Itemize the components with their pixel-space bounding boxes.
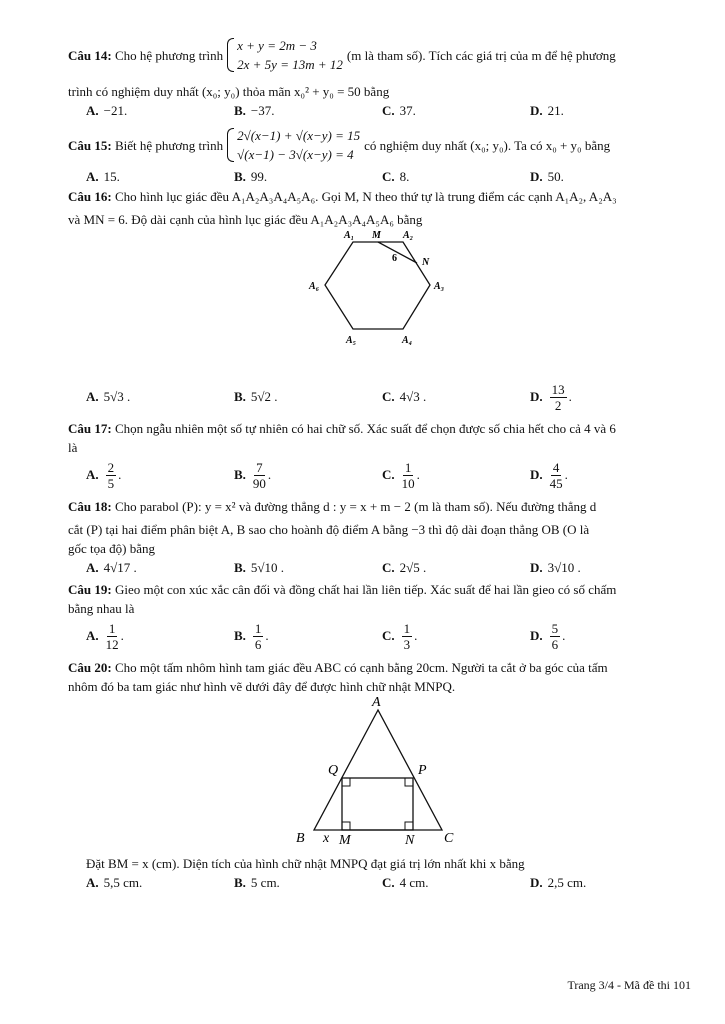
question-16-line2: và MN = 6. Độ dài cạnh của hình lục giác đều A₁A₂A₃A₄A₅A₆ bằng (68, 212, 423, 227)
answer-label: B. (234, 169, 246, 184)
answer-label: A. (86, 875, 99, 890)
label-a3: A₃ (434, 281, 445, 292)
question-text: Cho hình lục giác đều A₁A₂A₃A₄A₅A₆. Gọi M, N theo thứ tự là trung điểm các cạnh A₁A₂, A₂A₃ (114, 189, 617, 204)
answer-option-a (68, 621, 234, 652)
answer-label: A. (86, 389, 99, 404)
answer-label: D. (530, 103, 543, 118)
question-label: Câu 17: (68, 421, 112, 436)
question-label: Câu 19: (68, 582, 112, 597)
label-a1: A₁ (344, 230, 355, 241)
question-16 (68, 187, 688, 206)
hexagon-shape (325, 242, 430, 329)
answer-label: A. (86, 467, 99, 482)
fraction-denominator: 3 (403, 636, 411, 652)
answer-label: B. (234, 467, 246, 482)
fraction-denominator: 6 (551, 636, 559, 652)
answer-value: −37. (250, 103, 275, 118)
answers-16 (68, 379, 688, 415)
answer-tail: . (562, 628, 566, 643)
answer-tail: . (267, 467, 272, 482)
answer-label: B. (234, 103, 246, 118)
answer-option-d (530, 103, 678, 119)
hexagon-figure (68, 229, 688, 379)
answer-tail: . (120, 628, 124, 643)
fraction-denominator: 2 (554, 397, 562, 413)
label-n: N (405, 833, 415, 848)
question-15 (68, 123, 688, 167)
question-17-line2: là (68, 440, 78, 455)
answer-label: C. (382, 169, 395, 184)
answer-option-d (530, 560, 678, 576)
fraction-numerator: 13 (551, 381, 565, 397)
equation-1: x + y = 2m − 3 (237, 38, 317, 53)
right-angle-q (342, 778, 350, 786)
label-x: x (323, 831, 330, 846)
answer-option-b (234, 169, 382, 185)
right-angle-n (405, 822, 413, 830)
answer-label: A. (86, 103, 99, 118)
answer-label: D. (530, 628, 543, 643)
answer-option-d (530, 460, 678, 491)
answer-label: D. (530, 389, 543, 404)
answer-option-d (530, 875, 678, 891)
answer-label: B. (234, 628, 246, 643)
answer-option-b (234, 560, 382, 576)
answer-value: 99. (250, 169, 268, 184)
answer-value: 15. (103, 169, 120, 184)
answer-value: 2√5 . (399, 560, 427, 575)
answers-20 (68, 873, 688, 893)
question-19-line2: bằng nhau là (68, 601, 135, 616)
answer-option-b (234, 621, 382, 652)
answer-fraction (253, 460, 266, 491)
label-p: P (418, 763, 427, 778)
answer-option-c (382, 389, 530, 405)
label-b: B (296, 831, 305, 846)
answer-option-a (68, 875, 234, 891)
answers-19 (68, 618, 688, 654)
question-label: Câu 18: (68, 499, 112, 514)
right-angle-m (342, 822, 350, 830)
answer-value: 5√3 . (103, 389, 131, 404)
answers-14 (68, 101, 688, 121)
question-14 (68, 34, 688, 76)
answer-option-d (530, 169, 678, 185)
answer-label: D. (530, 467, 543, 482)
fraction-denominator: 90 (252, 475, 266, 491)
answer-value: 8. (399, 169, 410, 184)
fraction-numerator: 4 (552, 459, 560, 475)
answer-tail: . (568, 389, 572, 404)
fraction-denominator: 10 (401, 475, 415, 491)
question-17 (68, 419, 688, 438)
answer-value: 21. (547, 103, 564, 118)
answer-label: C. (382, 875, 395, 890)
answer-option-b (234, 460, 382, 491)
answer-value: 5√10 . (250, 560, 285, 575)
segment-mn (378, 242, 417, 263)
answer-fraction (106, 460, 117, 491)
answer-value: 5√2 . (250, 389, 278, 404)
answer-value: 50. (547, 169, 564, 184)
fraction-numerator: 5 (551, 620, 559, 636)
fraction-numerator: 1 (403, 620, 411, 636)
answer-label: C. (382, 103, 395, 118)
question-text: Cho parabol (P): y = x² và đường thẳng d : y = x + m − 2 (m là tham số). Nếu đường thẳng d (114, 499, 597, 514)
answer-tail: . (118, 467, 122, 482)
label-mn: 6 (392, 253, 397, 264)
label-a4: A₄ (402, 335, 413, 346)
question-18-line3: gốc tọa độ) bằng (68, 541, 156, 556)
answer-option-d (530, 382, 678, 413)
answer-option-b (234, 875, 382, 891)
triangle-figure (68, 696, 688, 848)
answer-fraction (106, 621, 119, 652)
question-20-line3: Đặt BM = x (cm). Diện tích của hình chữ nhật MNPQ đạt giá trị lớn nhất khi x bằng (86, 856, 525, 871)
answer-value: −21. (103, 103, 128, 118)
equation-system (227, 126, 360, 164)
answer-option-a (68, 560, 234, 576)
label-a2: A₂ (403, 230, 414, 241)
answer-label: C. (382, 389, 395, 404)
question-text: (m là tham số). Tích các giá trị của m để hệ phương (346, 47, 616, 63)
fraction-denominator: 6 (254, 636, 262, 652)
answer-label: A. (86, 628, 99, 643)
answer-option-a (68, 103, 234, 119)
label-m: M (372, 230, 381, 241)
answer-option-b (234, 389, 382, 405)
equation-system (227, 36, 343, 74)
question-20 (68, 658, 688, 677)
answer-option-c (382, 621, 530, 652)
label-m: M (339, 833, 351, 848)
answer-fraction (550, 460, 563, 491)
answers-15 (68, 167, 688, 187)
equation-2: 2x + 5y = 13m + 12 (237, 57, 343, 72)
triangle-diagram (68, 696, 688, 848)
answer-option-c (382, 560, 530, 576)
label-c: C (444, 831, 454, 846)
fraction-numerator: 1 (108, 620, 116, 636)
label-a6: A₆ (309, 281, 320, 292)
exam-page (68, 34, 688, 893)
answer-option-c (382, 103, 530, 119)
answer-fraction (550, 621, 561, 652)
answer-option-d (530, 621, 678, 652)
answer-value: 37. (399, 103, 416, 118)
answer-label: D. (530, 560, 543, 575)
answer-tail: . (414, 628, 418, 643)
question-text: có nghiệm duy nhất (x₀; y₀). Ta có x₀ + y₀ bằng (364, 137, 611, 153)
answer-tail: . (564, 467, 568, 482)
question-label: Câu 16: (68, 189, 112, 204)
question-label: Câu 15: (68, 137, 112, 153)
answer-label: A. (86, 169, 99, 184)
answer-value: 3√10 . (547, 560, 581, 575)
answer-value: 4 cm. (399, 875, 429, 890)
answer-value: 5,5 cm. (103, 875, 143, 890)
fraction-denominator: 12 (105, 636, 119, 652)
answer-label: C. (382, 560, 395, 575)
answer-fraction (402, 621, 413, 652)
question-18-line2: cắt (P) tại hai điểm phân biệt A, B sao cho hoành độ điểm A bằng −3 thì độ dài đoạn thẳng OB (O là (68, 522, 590, 537)
answer-fraction (402, 460, 415, 491)
answers-18 (68, 558, 688, 578)
question-20-line2: nhôm đó ba tam giác như hình vẽ dưới đây để được hình chữ nhật MNPQ. (68, 679, 456, 694)
answers-17 (68, 457, 688, 493)
answer-fraction (253, 621, 264, 652)
answer-label: B. (234, 875, 246, 890)
label-q: Q (328, 763, 339, 778)
label-a5: A₅ (346, 335, 357, 346)
equation-1: 2√(x−1) + √(x−y) = 15 (237, 128, 361, 143)
question-text: Cho hệ phương trình (114, 47, 224, 63)
answer-value: 5 cm. (250, 875, 280, 890)
fraction-numerator: 7 (256, 459, 263, 475)
answer-option-c (382, 875, 530, 891)
question-text: Chọn ngẫu nhiên một số tự nhiên có hai chữ số. Xác suất để chọn được số chia hết cho cả 4 và 6 (114, 421, 616, 436)
answer-label: A. (86, 560, 99, 575)
fraction-numerator: 1 (254, 620, 262, 636)
rectangle-mnpq (342, 778, 413, 830)
fraction-denominator: 45 (549, 475, 563, 491)
answer-tail: . (416, 467, 420, 482)
fraction-denominator: 5 (107, 475, 115, 491)
answer-option-a (68, 389, 234, 405)
equation-2: √(x−1) − 3√(x−y) = 4 (237, 147, 354, 162)
answer-value: 4√17 . (103, 560, 137, 575)
question-text: Biết hệ phương trình (114, 137, 224, 153)
answer-option-a (68, 169, 234, 185)
question-label: Câu 14: (68, 47, 112, 63)
label-a: A (372, 696, 381, 710)
answer-option-a (68, 460, 234, 491)
page-footer: Trang 3/4 - Mã đề thi 101 (567, 978, 691, 992)
label-n: N (422, 257, 430, 268)
fraction-numerator: 2 (107, 459, 115, 475)
answer-option-c (382, 460, 530, 491)
right-angle-p (405, 778, 413, 786)
question-label: Câu 20: (68, 660, 112, 675)
answer-label: B. (234, 389, 246, 404)
question-text: Gieo một con xúc xắc cân đối và đồng chất hai lần liên tiếp. Xác suất để hai lần gieo có số chấm (114, 582, 617, 597)
answer-option-c (382, 169, 530, 185)
question-text: Cho một tấm nhôm hình tam giác đều ABC có cạnh bằng 20cm. Người ta cắt ở ba góc của tấm (114, 660, 608, 675)
answer-label: D. (530, 169, 543, 184)
answer-label: C. (382, 467, 395, 482)
answer-fraction (550, 382, 567, 413)
answer-value: 4√3 . (399, 389, 427, 404)
question-14-line2: trình có nghiệm duy nhất (x₀; y₀) thỏa mãn x₀² + y₀ = 50 bằng (68, 84, 390, 99)
fraction-numerator: 1 (404, 459, 412, 475)
answer-option-b (234, 103, 382, 119)
question-19 (68, 580, 688, 599)
answer-value: 2,5 cm. (547, 875, 587, 890)
answer-tail: . (265, 628, 269, 643)
answer-label: C. (382, 628, 395, 643)
hexagon-diagram (68, 229, 688, 379)
answer-label: D. (530, 875, 543, 890)
answer-label: B. (234, 560, 246, 575)
question-18 (68, 497, 688, 516)
